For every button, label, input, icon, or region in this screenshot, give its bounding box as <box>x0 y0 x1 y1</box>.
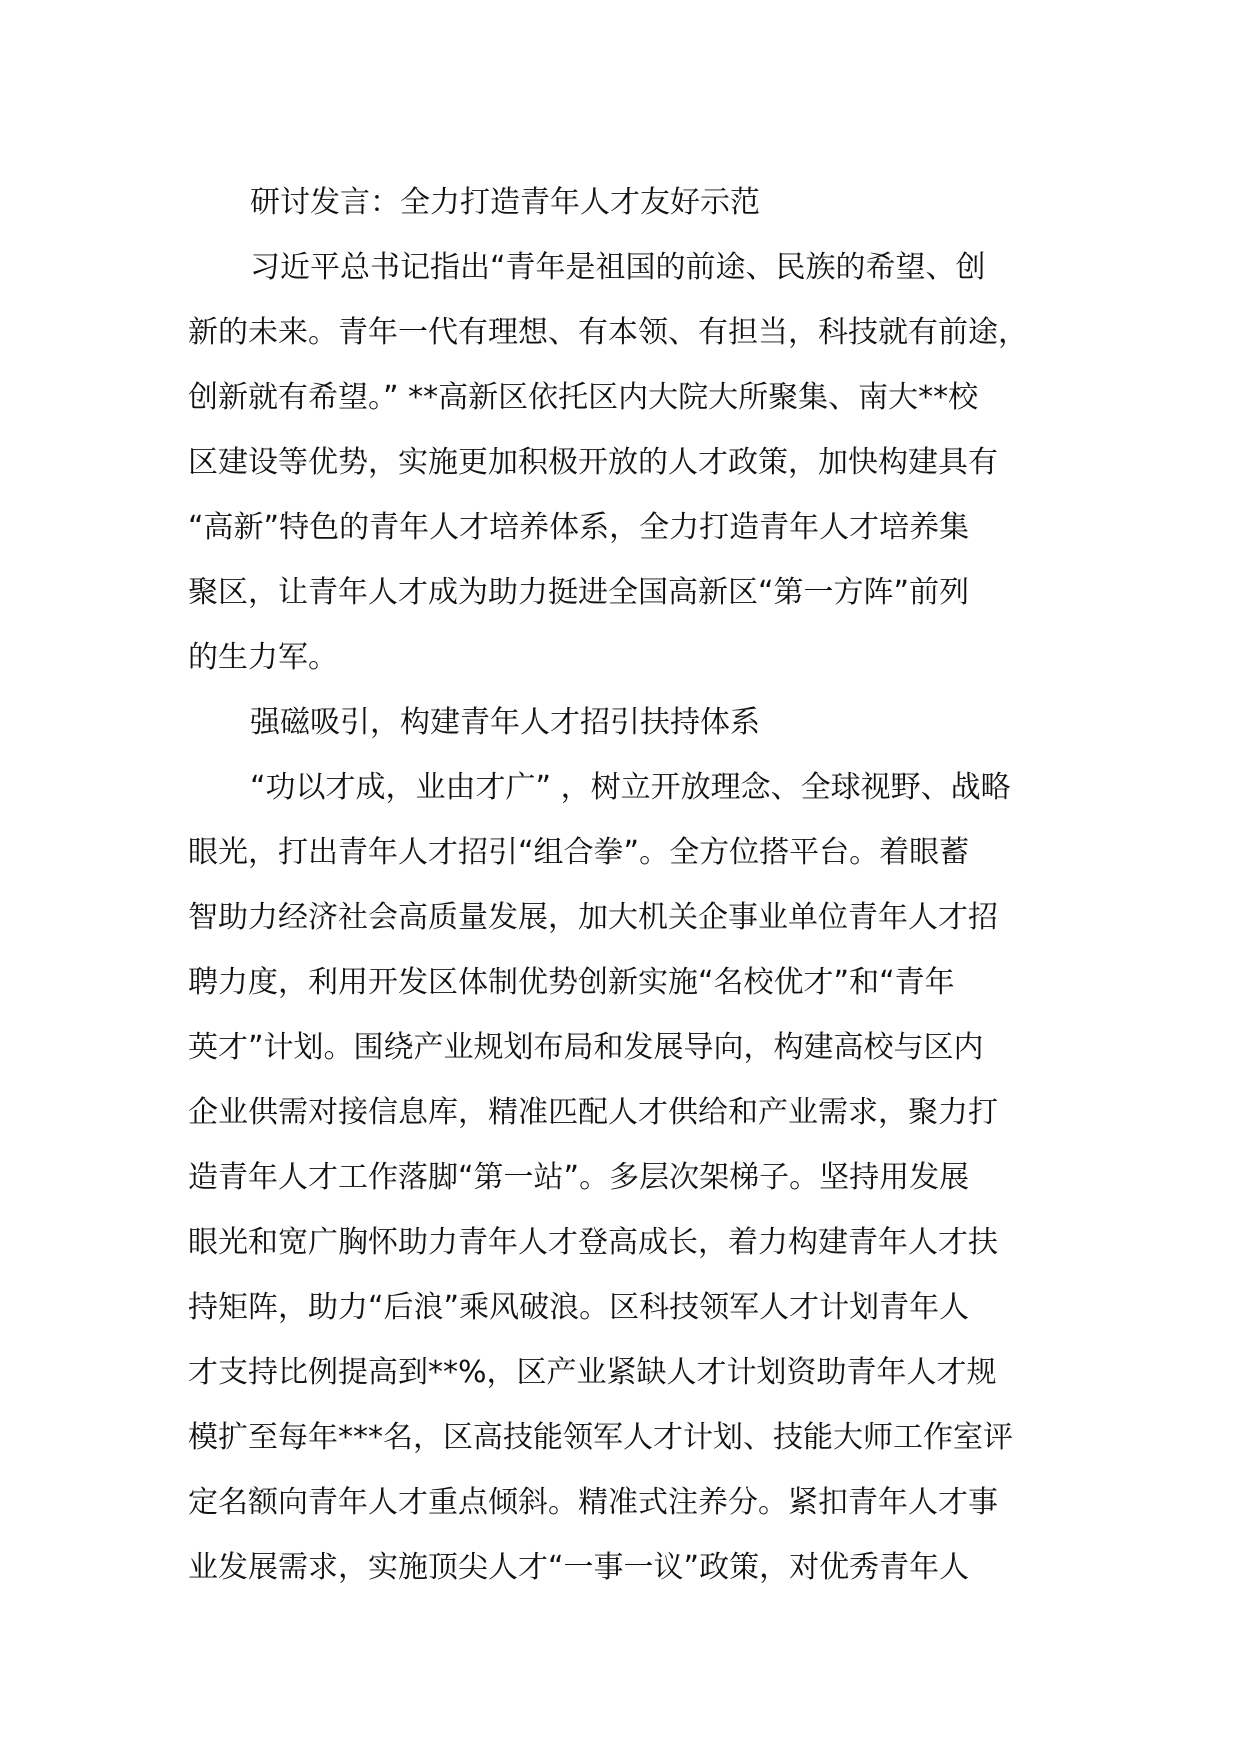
document-title: 研讨发言：全力打造青年人才友好示范 <box>250 185 760 220</box>
text-line: 聚区，让青年人才成为助力挺进全国高新区“第一方阵”前列 <box>188 575 970 610</box>
text-line: 聘力度，利用开发区体制优势创新实施“名校优才”和“青年 <box>188 965 955 1000</box>
document-body <box>188 170 1058 1600</box>
text-line: 才支持比例提高到**%，区产业紧缺人才计划资助青年人才规 <box>188 1355 997 1390</box>
text-line: 智助力经济社会高质量发展，加大机关企事业单位青年人才招 <box>188 900 998 935</box>
text-line: 眼光，打出青年人才招引“组合拳”。全方位搭平台。着眼蓄 <box>188 835 970 870</box>
text-line: 区建设等优势，实施更加积极开放的人才政策，加快构建具有 <box>188 445 998 480</box>
text-line: 业发展需求，实施顶尖人才“一事一议”政策，对优秀青年人 <box>188 1550 970 1585</box>
text-line: 持矩阵，助力“后浪”乘风破浪。区科技领军人才计划青年人 <box>188 1290 970 1325</box>
text-line: 模扩至每年***名，区高技能领军人才计划、技能大师工作室评 <box>188 1420 1013 1455</box>
section-heading: 强磁吸引，构建青年人才招引扶持体系 <box>250 705 760 740</box>
text-line: 眼光和宽广胸怀助力青年人才登高成长，着力构建青年人才扶 <box>188 1225 998 1260</box>
text-line: 创新就有希望。” **高新区依托区内大院大所聚集、南大**校 <box>188 380 979 415</box>
text-line: 企业供需对接信息库，精准匹配人才供给和产业需求，聚力打 <box>188 1095 998 1130</box>
text-line: 的生力军。 <box>188 640 338 675</box>
text-line: “高新”特色的青年人才培养体系，全力打造青年人才培养集 <box>188 510 970 545</box>
text-line: 定名额向青年人才重点倾斜。精准式注养分。紧扣青年人才事 <box>188 1485 998 1520</box>
text-line: 英才”计划。围绕产业规划布局和发展导向，构建高校与区内 <box>188 1030 984 1065</box>
text-line: 造青年人才工作落脚“第一站”。多层次架梯子。坚持用发展 <box>188 1160 970 1195</box>
text-line: 习近平总书记指出“青年是祖国的前途、民族的希望、创 <box>250 250 986 285</box>
body-paragraph <box>188 755 1058 1600</box>
intro-paragraph <box>188 235 1058 690</box>
text-line: 新的未来。青年一代有理想、有本领、有担当，科技就有前途， <box>188 315 1028 350</box>
text-line: “功以才成，业由才广” ，树立开放理念、全球视野、战略 <box>250 770 1011 805</box>
